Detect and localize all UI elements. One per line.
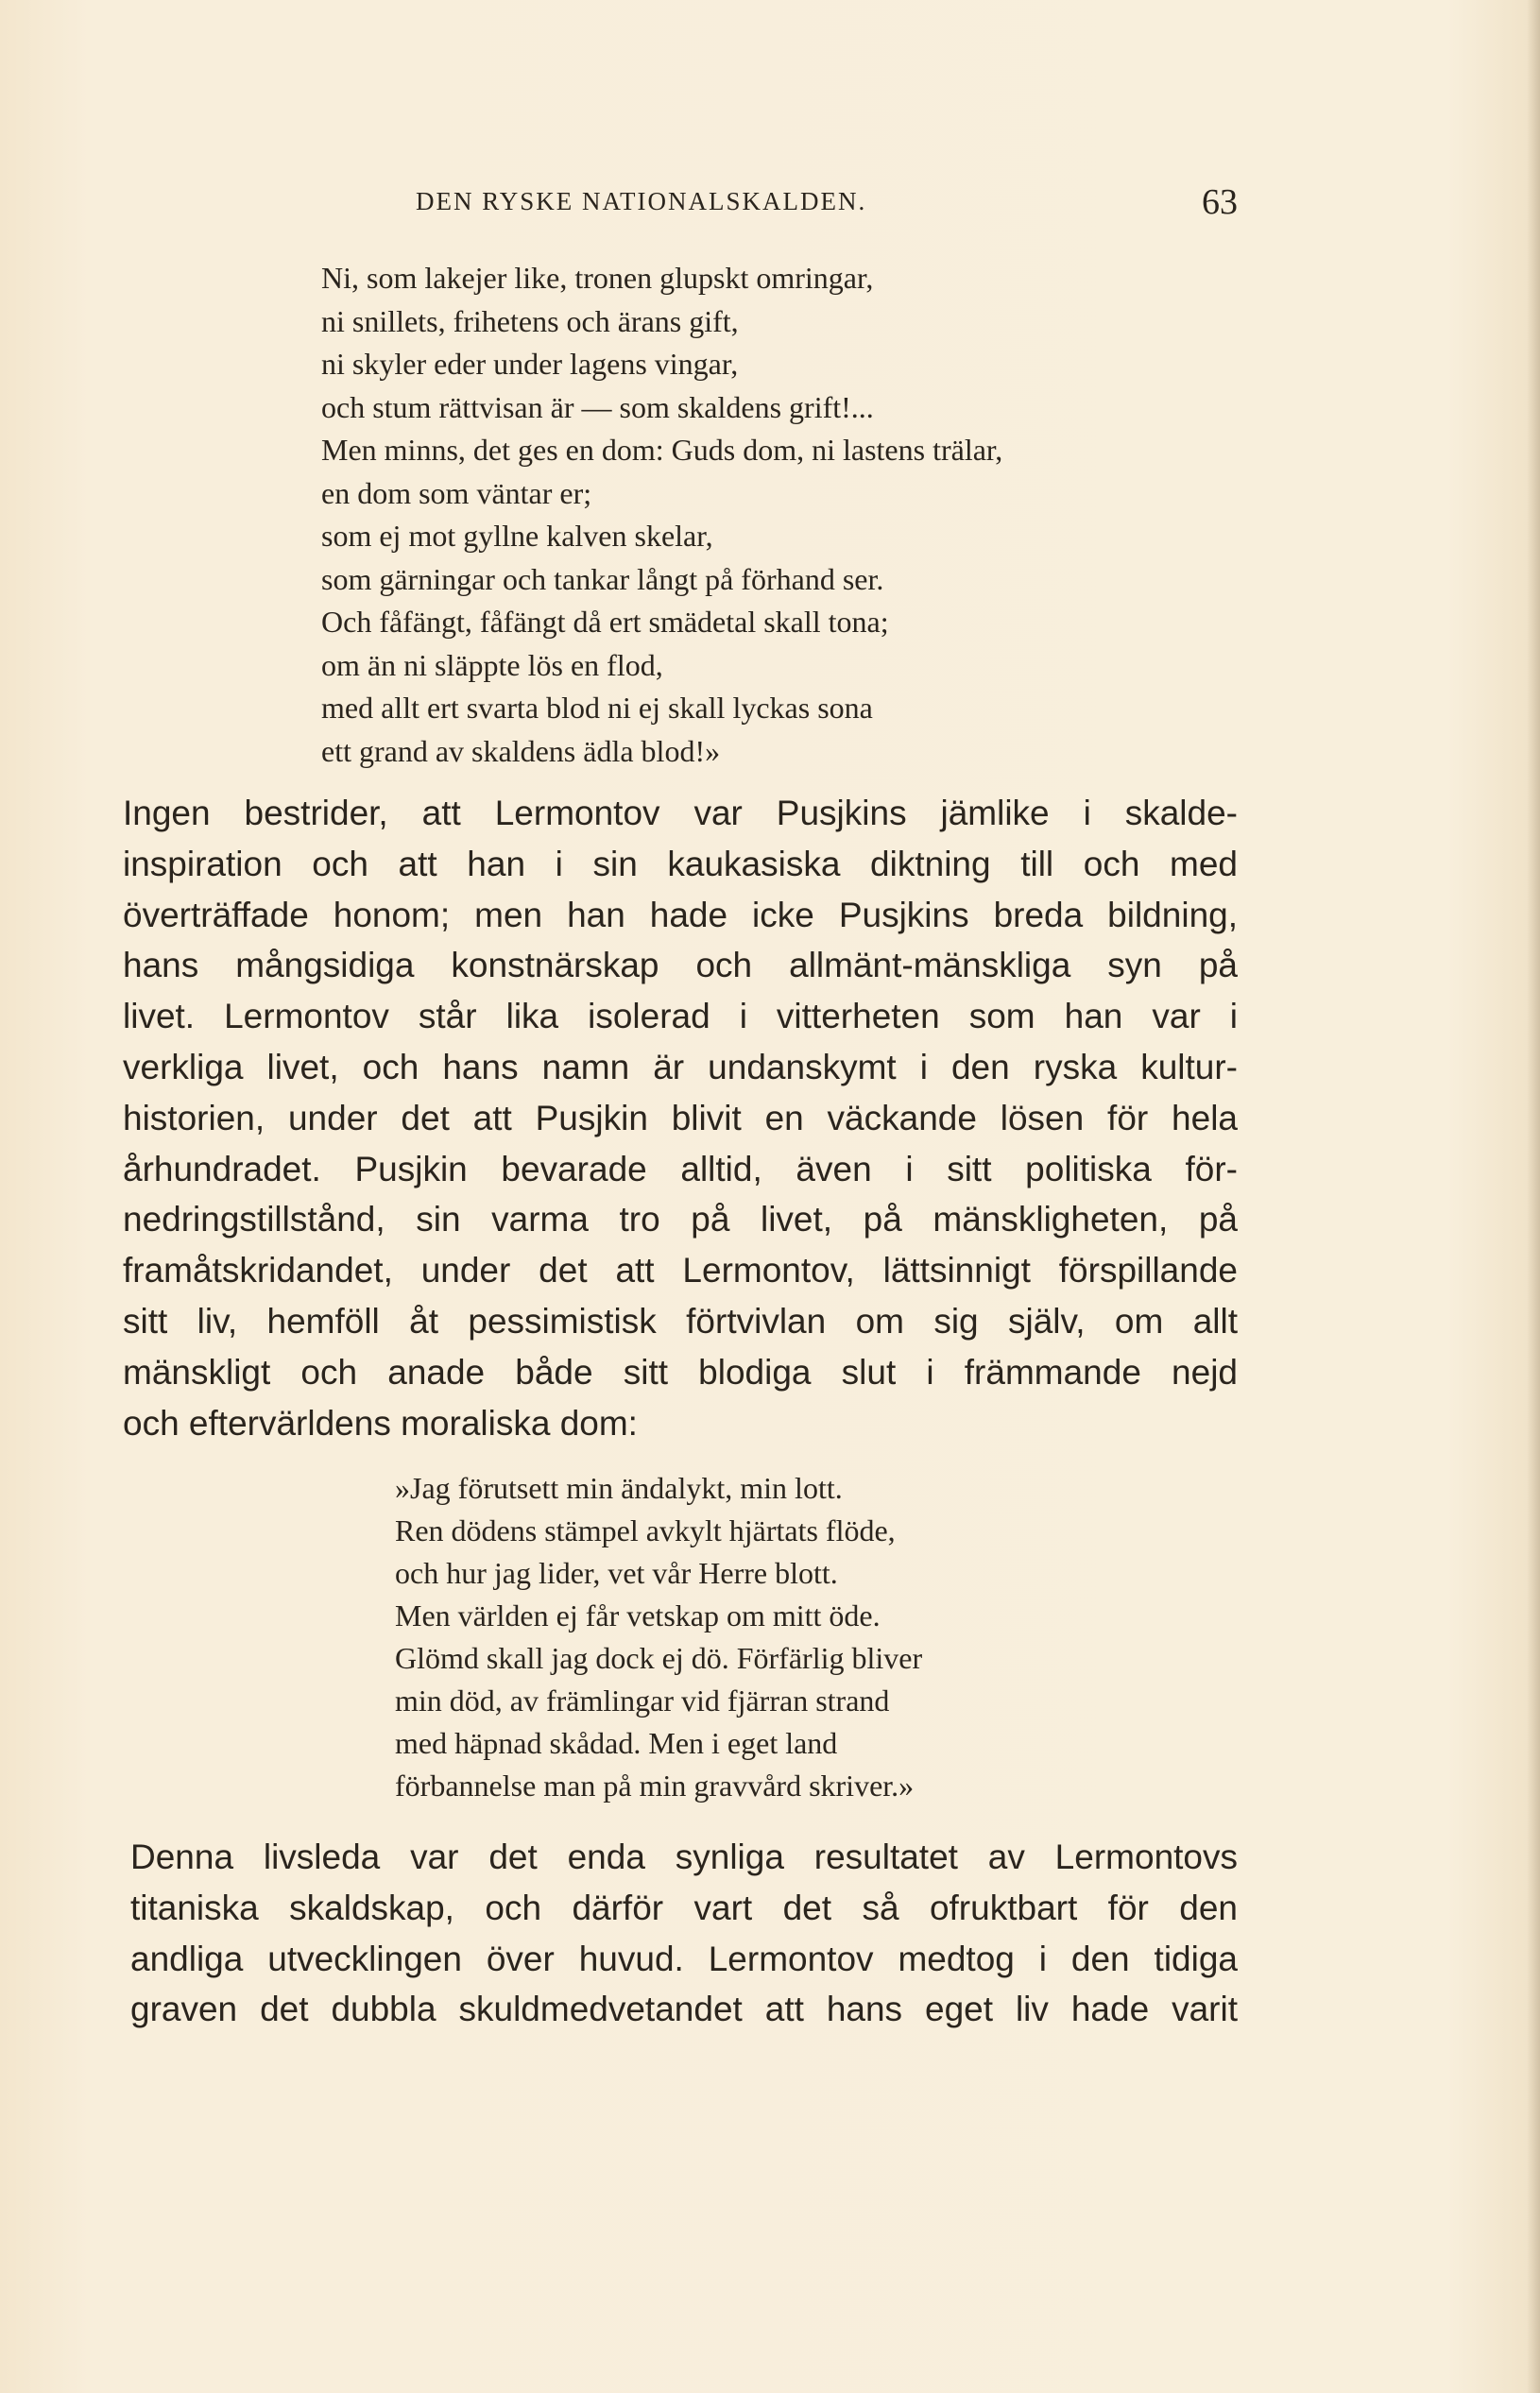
- page-edge-shadow: [1527, 0, 1540, 2393]
- poem-line: med häpnad skådad. Men i eget land: [395, 1726, 838, 1760]
- poem-line: Ren dödens stämpel avkylt hjärtats flöde,: [395, 1513, 896, 1547]
- poem-line: som gärningar och tankar långt på förhand ser.: [321, 561, 884, 596]
- paragraph-line: inspiration och att han i sin kaukasiska diktning till och med: [123, 844, 1238, 883]
- paragraph-line: historien, under det att Pusjkin blivit en väckande lösen för hela: [123, 1098, 1238, 1137]
- poem-line: som ej mot gyllne kalven skelar,: [321, 519, 713, 553]
- poem-line: om än ni släppte lös en flod,: [321, 647, 663, 682]
- paragraph-line: nedringstillstånd, sin varma tro på livet, på mänskligheten, på: [123, 1200, 1238, 1239]
- body-paragraph-2: [130, 1832, 1238, 2035]
- poem-line: ni skyler eder under lagens vingar,: [321, 347, 739, 381]
- page-number: 63: [1202, 182, 1238, 222]
- poem-line: Och fåfängt, fåfängt då ert smädetal skall tona;: [321, 605, 889, 639]
- paragraph-line: mänskligt och anade både sitt blodiga slut i främmande nejd: [123, 1352, 1238, 1392]
- paragraph-line: framåtskridandet, under det att Lermontov, lättsinnigt förspillande: [123, 1251, 1238, 1291]
- paragraph-line: överträffade honom; men han hade icke Pusjkins breda bildning,: [123, 895, 1238, 934]
- poem-line: Glömd skall jag dock ej dö. Förfärlig bliver: [395, 1641, 923, 1675]
- poem-line: Ni, som lakejer like, tronen glupskt omringar,: [321, 261, 874, 295]
- paragraph-line: hans mångsidiga konstnärskap och allmänt-mänskliga syn på: [123, 946, 1238, 985]
- paragraph-line: titaniska skaldskap, och därför vart det så ofruktbart för den: [130, 1888, 1238, 1927]
- poem-quote-1: [321, 257, 1002, 773]
- paragraph-line: sitt liv, hemföll åt pessimistisk förtvivlan om sig själv, om allt: [123, 1301, 1238, 1341]
- paragraph-line: andliga utvecklingen över huvud. Lermontov medtog i den tidiga: [130, 1939, 1238, 1978]
- paragraph-line: verkliga livet, och hans namn är undanskymt i den ryska kultur-: [123, 1047, 1238, 1086]
- poem-line: med allt ert svarta blod ni ej skall lyckas sona: [321, 691, 873, 725]
- paragraph-line: Ingen bestrider, att Lermontov var Pusjkins jämlike i skalde-: [123, 794, 1238, 832]
- poem-line: »Jag förutsett min ändalykt, min lott.: [395, 1471, 843, 1505]
- running-header: [416, 182, 1238, 225]
- poem-line: förbannelse man på min gravvård skriver.»: [395, 1769, 915, 1803]
- poem-line: ett grand av skaldens ädla blod!»: [321, 733, 721, 768]
- poem-line: och hur jag lider, vet vår Herre blott.: [395, 1556, 838, 1590]
- poem-line: ni snillets, frihetens och ärans gift,: [321, 303, 739, 338]
- poem-quote-2: [395, 1467, 922, 1807]
- paragraph-line: livet. Lermontov står lika isolerad i vitterheten som han var i: [123, 997, 1238, 1036]
- body-paragraph-1: [123, 788, 1238, 1448]
- poem-line: min död, av främlingar vid fjärran strand: [395, 1684, 890, 1718]
- paragraph-line: graven det dubbla skuldmedvetandet att hans eget liv hade varit: [130, 1990, 1238, 2029]
- poem-line: Men minns, det ges en dom: Guds dom, ni lastens trälar,: [321, 433, 1003, 467]
- paragraph-line: Denna livsleda var det enda synliga resultatet av Lermontovs: [130, 1837, 1238, 1876]
- paragraph-line: och eftervärldens moraliska dom:: [123, 1403, 638, 1443]
- poem-line: en dom som väntar er;: [321, 475, 592, 510]
- running-title: DEN RYSKE NATIONALSKALDEN.: [416, 187, 867, 215]
- poem-line: Men världen ej får vetskap om mitt öde.: [395, 1598, 881, 1632]
- poem-line: och stum rättvisan är — som skaldens grift!...: [321, 389, 874, 424]
- paragraph-line: århundradet. Pusjkin bevarade alltid, även i sitt politiska för-: [123, 1149, 1238, 1188]
